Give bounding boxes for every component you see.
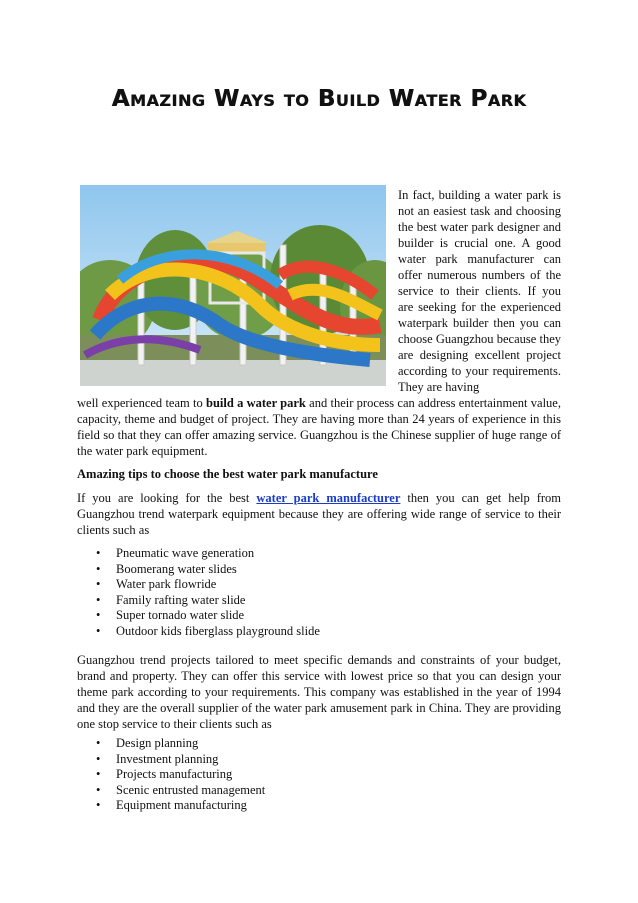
bullet-icon: • xyxy=(96,546,101,560)
intro-continuation-paragraph xyxy=(77,395,561,459)
bullet-icon: • xyxy=(96,736,101,750)
bullet-icon: • xyxy=(96,751,101,766)
para1-before: well experienced team to xyxy=(77,396,206,410)
section-heading: Amazing tips to choose the best water park manufacture xyxy=(77,467,378,481)
bullet-icon: • xyxy=(96,561,101,576)
build-water-park-bold: build a water park xyxy=(206,396,306,410)
list-item: • Equipment manufacturing xyxy=(96,798,247,812)
list-item: • Scenic entrusted management xyxy=(96,782,266,797)
para2-after: then you can get help from Guangzhou trend waterpark equipment because they are offering wide range of service to their clients such as xyxy=(77,491,561,537)
page-title: Amazing Ways to Build Water Park xyxy=(111,86,527,112)
list-item: • Water park flowride xyxy=(96,577,217,591)
bullet-icon: • xyxy=(96,782,101,797)
bullet-icon: • xyxy=(96,623,101,638)
list-item: • Investment planning xyxy=(96,751,219,766)
list-item: • Pneumatic wave generation xyxy=(96,546,255,560)
list-item: • Design planning xyxy=(96,736,199,750)
list-item: • Super tornado water slide xyxy=(96,608,245,622)
para2-before: If you are looking for the best xyxy=(77,491,257,505)
list-item: • Family rafting water slide xyxy=(96,592,246,607)
bullet-icon: • xyxy=(96,767,101,781)
water-park-photo xyxy=(80,185,386,386)
bullet-icon: • xyxy=(96,798,101,812)
bullet-icon: • xyxy=(96,592,101,607)
manufacturer-paragraph xyxy=(77,490,561,538)
list-item: • Outdoor kids fiberglass playground slide xyxy=(96,623,320,638)
para1-after: and their process can address entertainment value, capacity, theme and budget of project. They are having more than 24 years of experience in this field so that they can offer amazing service. Guangzhou is the Chinese supplier of huge range of the water park equipment. xyxy=(77,396,561,458)
bullet-icon: • xyxy=(96,608,101,622)
services-list xyxy=(92,546,320,639)
water-park-manufacturer-link[interactable]: water park manufacturer xyxy=(256,491,401,505)
intro-side-paragraph: In fact, building a water park is not an easiest task and choosing the best water park designer and builder is crucial one. A good water park manufacturer can offer numerous numbers of the service to their clients. If you are seeking for the experienced waterpark builder then you can choose Guangzhou because they are designing excellent project according to your requirements. They are having xyxy=(398,188,561,394)
list-item: • Boomerang water slides xyxy=(96,561,237,576)
list-item: • Projects manufacturing xyxy=(96,767,233,781)
company-paragraph: Guangzhou trend projects tailored to meet specific demands and constraints of your budget, brand and property. They can offer this service with lowest price so that you can design your theme park according to your requirements. This company was established in the year of 1994 and they are the overall supplier of the water park amusement park in China. They are providing one stop service to their clients such as xyxy=(77,653,561,731)
bullet-icon: • xyxy=(96,577,101,591)
one-stop-services-list xyxy=(92,736,265,814)
